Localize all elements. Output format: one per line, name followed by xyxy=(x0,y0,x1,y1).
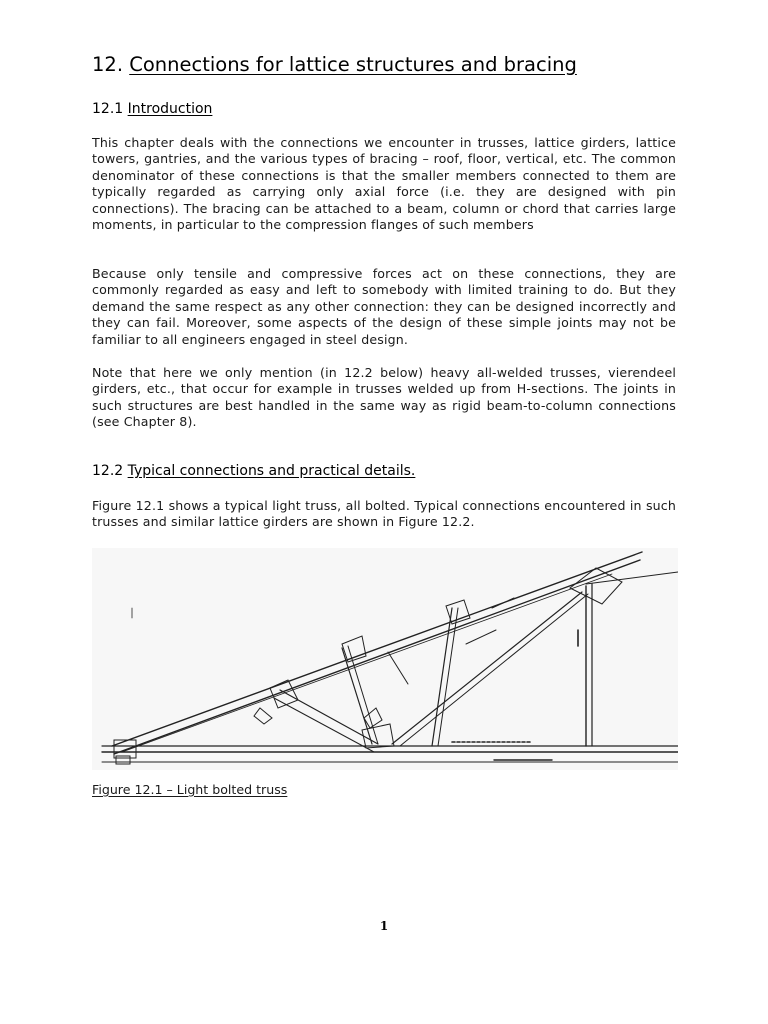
drawing-background xyxy=(92,548,678,770)
truss-drawing xyxy=(92,548,678,770)
section-number: 12.2 xyxy=(92,463,124,479)
chapter-heading xyxy=(92,52,692,78)
chapter-number: 12. xyxy=(92,53,124,76)
page-number: 1 xyxy=(379,919,389,933)
chapter-title: Connections for lattice structures and bracing xyxy=(129,53,577,76)
figure-caption: Figure 12.1 – Light bolted truss xyxy=(92,782,288,797)
paragraph-intro-3: Note that here we only mention (in 12.2 below) heavy all-welded trusses, vierendeel girders, etc., that occur for example in trusses welded up from H-sections. The joints in such structures are best handled in the same way as rigid beam-to-column connections (see Chapter 8). xyxy=(92,365,676,430)
section-number: 12.1 xyxy=(92,101,124,117)
paragraph-intro-2: Because only tensile and compressive forces act on these connections, they are commonly regarded as easy and left to somebody with limited training to do. But they demand the same respect as any other connection: they can be designed incorrectly and they can fail. Moreover, some aspects of the design of these simple joints may not be familiar to all engineers engaged in steel design. xyxy=(92,266,676,347)
section-heading-typical xyxy=(92,462,682,480)
section-title: Introduction xyxy=(127,101,213,117)
section-title: Typical connections and practical details. xyxy=(127,463,416,479)
paragraph-intro-1: This chapter deals with the connections we encounter in trusses, lattice girders, lattice towers, gantries, and the various types of bracing – roof, floor, vertical, etc. The common denominator of these connections is that the smaller members connected to them are typically regarded as carrying only axial force (i.e. they are designed with pin connections). The bracing can be attached to a beam, column or chord that carries large moments, in particular to the compression flanges of such members xyxy=(92,135,676,233)
section-heading-intro xyxy=(92,100,682,118)
paragraph-figure-intro: Figure 12.1 shows a typical light truss, all bolted. Typical connections encountered in such trusses and similar lattice girders are shown in Figure 12.2. xyxy=(92,498,676,530)
